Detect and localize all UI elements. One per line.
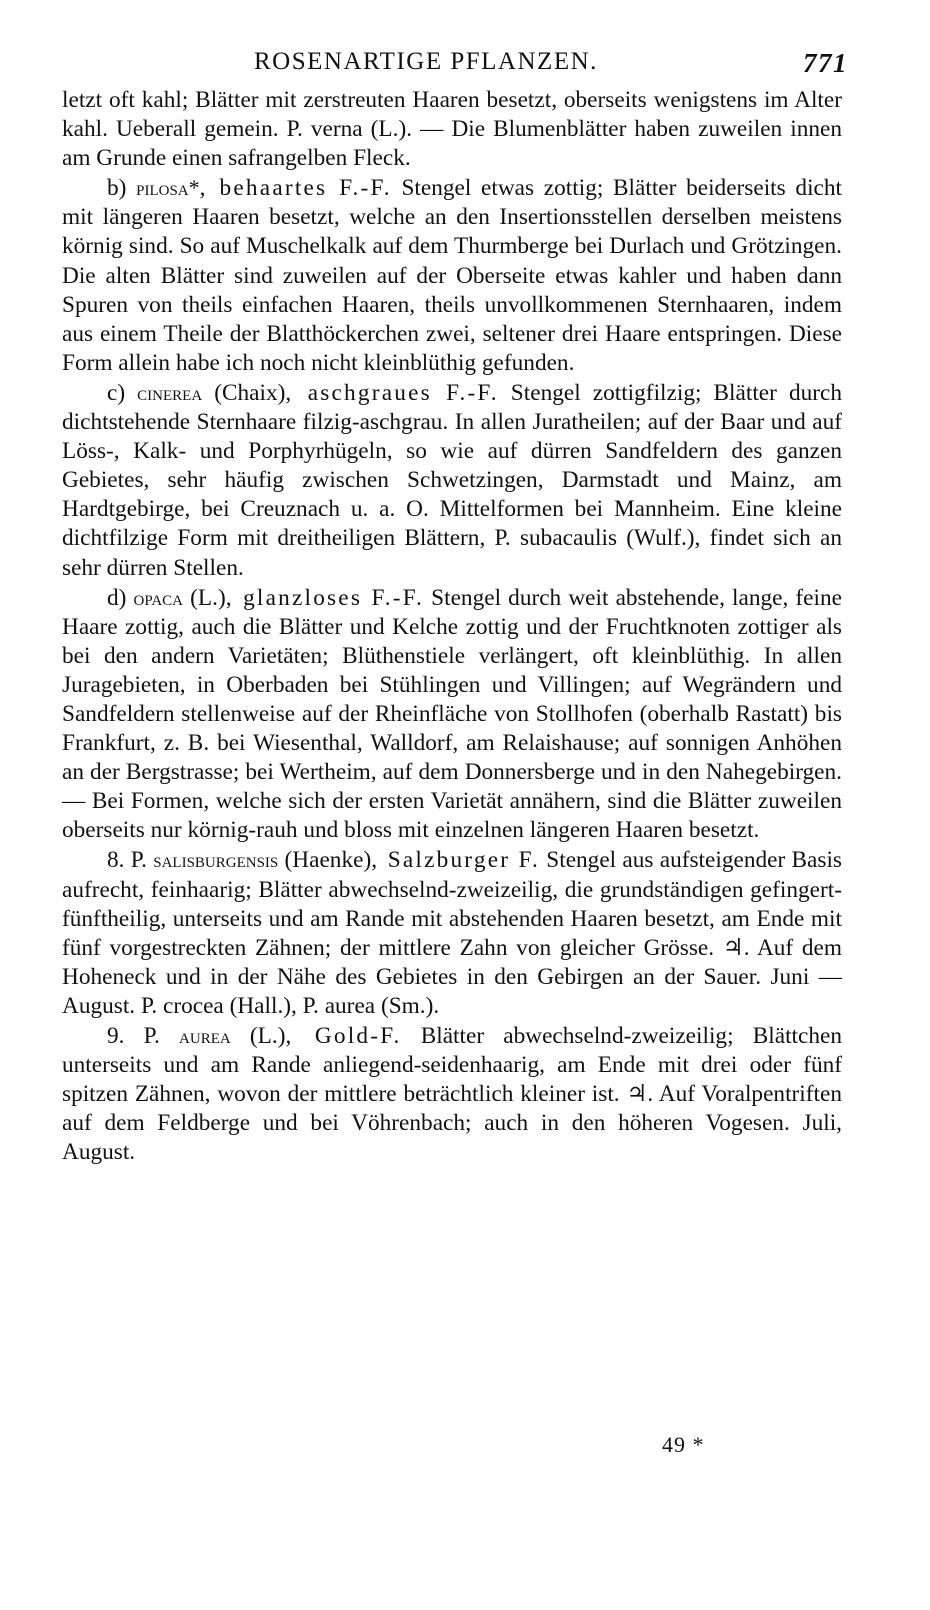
- common-name: , behaartes F.-F.: [199, 175, 392, 202]
- taxon-name: pilosa*: [136, 175, 200, 201]
- taxon-author: (Haenke): [278, 847, 372, 874]
- paragraph-text: Stengel aus aufsteigender Basis aufrecht, feinhaarig; Blätter abwechselnd-zweizeilig, die grundständigen gefingert-fünftheilig, unterseits und am Rande mit abstehenden Haaren besetzt, am Ende mit fünf vorgestreckten Zähnen; der mittlere Zahn von gleicher Grösse. ♃. Auf dem Hoheneck und in der Nähe des Gebietes in den Gebirgen an der Sauer. Juni — August. P. crocea (Hall.), P. aurea (Sm.).: [62, 847, 842, 1019]
- page-number: 771: [803, 48, 848, 78]
- paragraph-continuation: [62, 86, 842, 173]
- taxon-author: (L.): [230, 1023, 286, 1049]
- signature-mark: 49 *: [662, 1432, 705, 1457]
- running-head: [62, 48, 848, 86]
- common-name: , Salzburger F.: [371, 847, 540, 874]
- paragraph-text: Stengel etwas zottig; Blätter beiderseits dicht mit längeren Haaren besetzt, welche an den Insertionsstellen derselben meistens körnig sind. So auf Muschelkalk auf dem Thurmberge bei Durlach und Grötzingen. Die alten Blätter sind zuweilen auf der Oberseite etwas kahler und haben dann Spuren von theils einfachen Haaren, theils unvollkommenen Sternhaaren, indem aus einem Theile der Blatthöckerchen zwei, seltener drei Haare entspringen. Diese Form allein habe ich noch nicht kleinblüthig gefunden.: [62, 175, 842, 376]
- body-text: [62, 86, 842, 1167]
- variety-label: d): [107, 584, 134, 611]
- variety-label: c): [107, 379, 138, 406]
- taxon-author: (Chaix): [202, 379, 286, 406]
- paragraph-text: Blätter abwechselnd-zweizeilig; Blättchen unterseits und am Rande anliegend-seidenhaarig, am Ende mit drei oder fünf spitzen Zähnen, wovon der mittlere beträchtlich kleiner ist. ♃. Auf Voralpentriften auf dem Feldberge und bei Vöhrenbach; auch in den höheren Vogesen. Juli, August.: [62, 1023, 842, 1166]
- paragraph-variety-opaca: [62, 583, 842, 846]
- running-title: ROSENARTIGE PFLANZEN.: [254, 48, 598, 75]
- common-name: , aschgraues F.-F.: [285, 379, 499, 406]
- paragraph-species-aurea: [62, 1021, 842, 1167]
- taxon-name: aurea: [179, 1023, 231, 1048]
- paragraph-text: letzt oft kahl; Blätter mit zerstreuten Haaren besetzt, oberseits wenigstens im Alter kahl. Ueberall gemein. P. verna (L.). — Die Blumenblätter haben zuweilen innen am Grunde einen safrangelben Fleck.: [62, 87, 842, 172]
- common-name: , glanzloses F.-F.: [225, 584, 425, 611]
- book-page: [62, 48, 848, 1457]
- taxon-name: opaca: [133, 584, 184, 610]
- paragraph-species-salisburgensis: [62, 845, 842, 1021]
- variety-label: b): [107, 175, 137, 202]
- taxon-name: cinerea: [137, 379, 203, 405]
- species-number: 9. P.: [107, 1023, 180, 1049]
- paragraph-variety-pilosa: [62, 173, 842, 378]
- paragraph-text: Stengel durch weit abstehende, lange, feine Haare zottig, auch die Blätter und Kelche zottig und der Fruchtknoten zottiger als bei den andern Varietäten; Blüthenstiele verlängert, oft kleinblüthig. In allen Juragebieten, in Oberbaden bei Stühlingen und Villingen; auf Wegrändern und Sandfeldern stellenweise auf der Rheinfläche von Stollhofen (oberhalb Rastatt) bis Frankfurt, z. B. bei Wiesenthal, Walldorf, am Relaishause; auf sonnigen Anhöhen an der Bergstrasse; bei Wertheim, auf dem Donnersberge und in den Nahegebirgen. — Bei Formen, welche sich der ersten Varietät annähern, sind die Blätter zuweilen oberseits nur körnig-rauh und bloss mit einzelnen längeren Haaren besetzt.: [62, 584, 842, 844]
- taxon-author: (L.): [183, 584, 226, 611]
- paragraph-text: Stengel zottigfilzig; Blätter durch dichtstehende Sternhaare filzig-aschgrau. In allen Juratheilen; auf der Baar und auf Löss-, Kalk- und Porphyrhügeln, so wie auf dürren Sandfeldern des ganzen Gebietes, sehr häufig zwischen Schwetzingen, Darmstadt und Mainz, am Hardtgebirge, bei Creuznach u. a. O. Mittelformen bei Mannheim. Eine kleine dichtfilzige Form mit dreitheiligen Blättern, P. subacaulis (Wulf.), findet sich an sehr dürren Stellen.: [62, 379, 843, 581]
- taxon-name: salisburgensis: [153, 847, 279, 873]
- common-name: , Gold-F.: [285, 1023, 402, 1049]
- species-number: 8. P.: [107, 847, 154, 874]
- paragraph-variety-cinerea: [62, 378, 842, 583]
